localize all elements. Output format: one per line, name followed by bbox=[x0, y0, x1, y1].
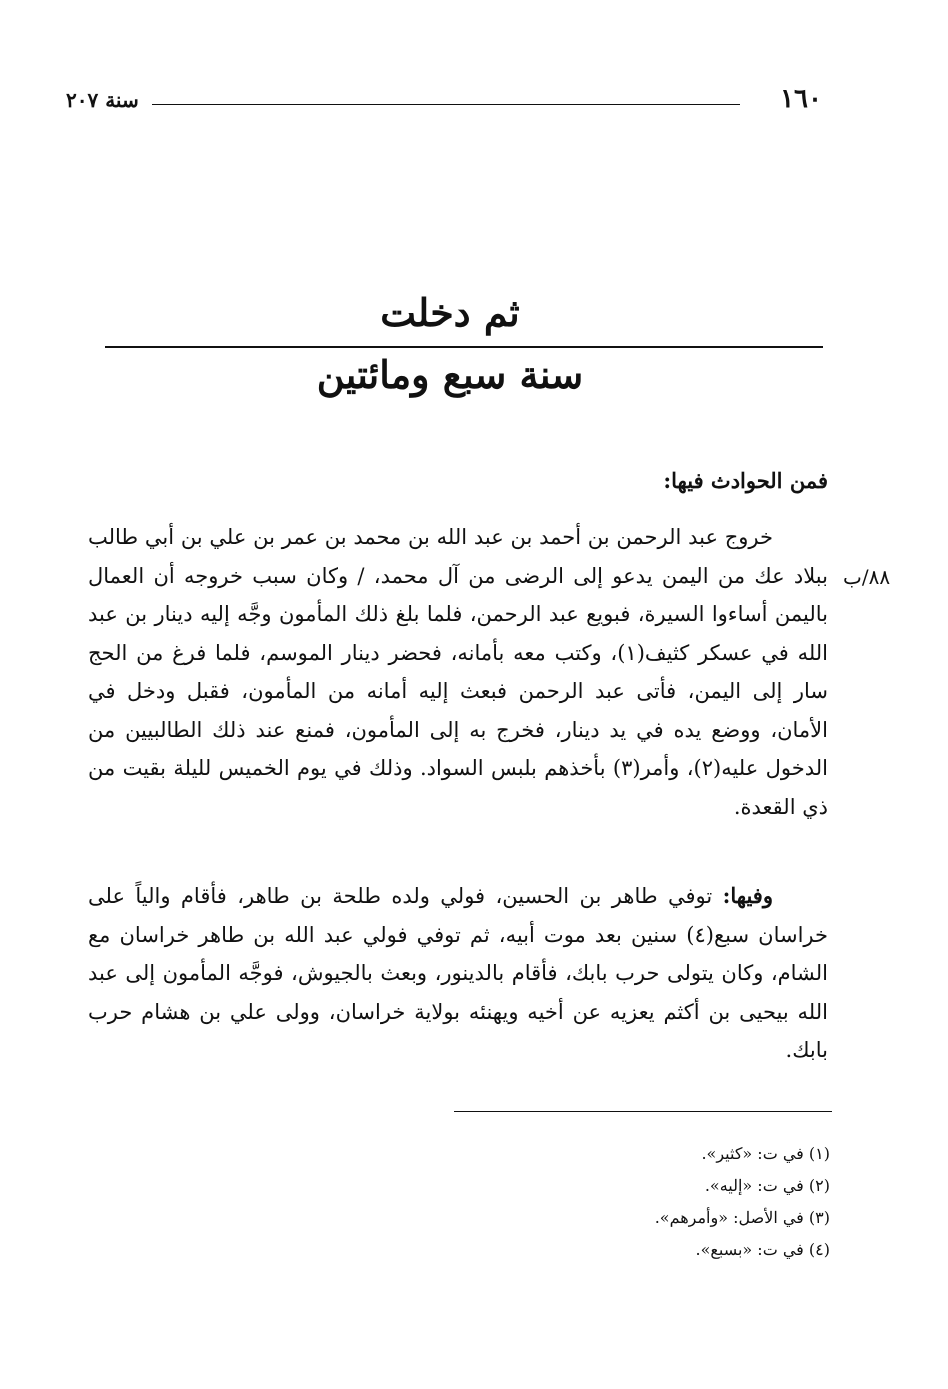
section-heading: فمن الحوادث فيها: bbox=[663, 468, 828, 493]
footnote: (٤) في ت: «بسبع». bbox=[695, 1240, 830, 1259]
paragraph-2-lead: وفيها: bbox=[722, 883, 773, 908]
footnote: (٢) في ت: «إليه». bbox=[704, 1176, 830, 1195]
running-title: سنة ٢٠٧ bbox=[66, 88, 139, 112]
margin-folio-note: ٨٨/ب bbox=[843, 565, 891, 589]
header-rule bbox=[152, 104, 740, 105]
chapter-title-line1: ثم دخلت bbox=[380, 290, 520, 335]
footnote: (٣) في الأصل: «وأمرهم». bbox=[654, 1208, 830, 1227]
footnotes-list bbox=[430, 1138, 830, 1266]
chapter-title-line2: سنة سبع ومائتين bbox=[316, 352, 584, 397]
footnote-divider bbox=[454, 1111, 832, 1112]
title-divider bbox=[105, 346, 823, 348]
footnote: (١) في ت: «كثير». bbox=[701, 1144, 830, 1163]
paragraph-2 bbox=[88, 877, 828, 1070]
paragraph-1: خروج عبد الرحمن بن أحمد بن عبد الله بن محمد بن عمر بن علي بن أبي طالب ببلاد عك من اليمن يدعو إلى الرضى من آل محمد، / وكان سبب خروجه أن العمال باليمن أساءوا السيرة، فبويع عبد الرحمن، فلما بلغ ذلك المأمون وجَّه إليه دينار بن عبد الله في عسكر كثيف(١)، وكتب معه بأمانه، فحضر دينار الموسم، فلما فرغ من الحج سار إلى اليمن، فأتى عبد الرحمن فبعث إليه أمانه من المأمون، فقبل ودخل في الأمان، ووضع يده في يد دينار، فخرج به إلى المأمون، فمنع عند ذلك الطالبيين من الدخول عليه(٢)، وأمر(٣) بأخذهم بلبس السواد. وذلك في يوم الخميس لليلة بقيت من ذي القعدة. bbox=[88, 525, 829, 819]
running-header bbox=[66, 84, 822, 118]
paragraph-2-text: توفي طاهر بن الحسين، فولي ولده طلحة بن طاهر، فأقام والياً على خراسان سبع(٤) سنين بعد موت أبيه، ثم توفي فولي عبد الله بن طاهر خراسان مع الشام، وكان يتولى حرب بابك، فأقام بالدينور، وبعث بالجيوش، فوجَّه المأمون إلى عبد الله بيحيى بن أكثم يعزيه عن أخيه ويهنئه بولاية خراسان، وولى علي بن هشام حرب بابك. bbox=[88, 884, 828, 1062]
page-number: ١٦٠ bbox=[780, 84, 822, 114]
